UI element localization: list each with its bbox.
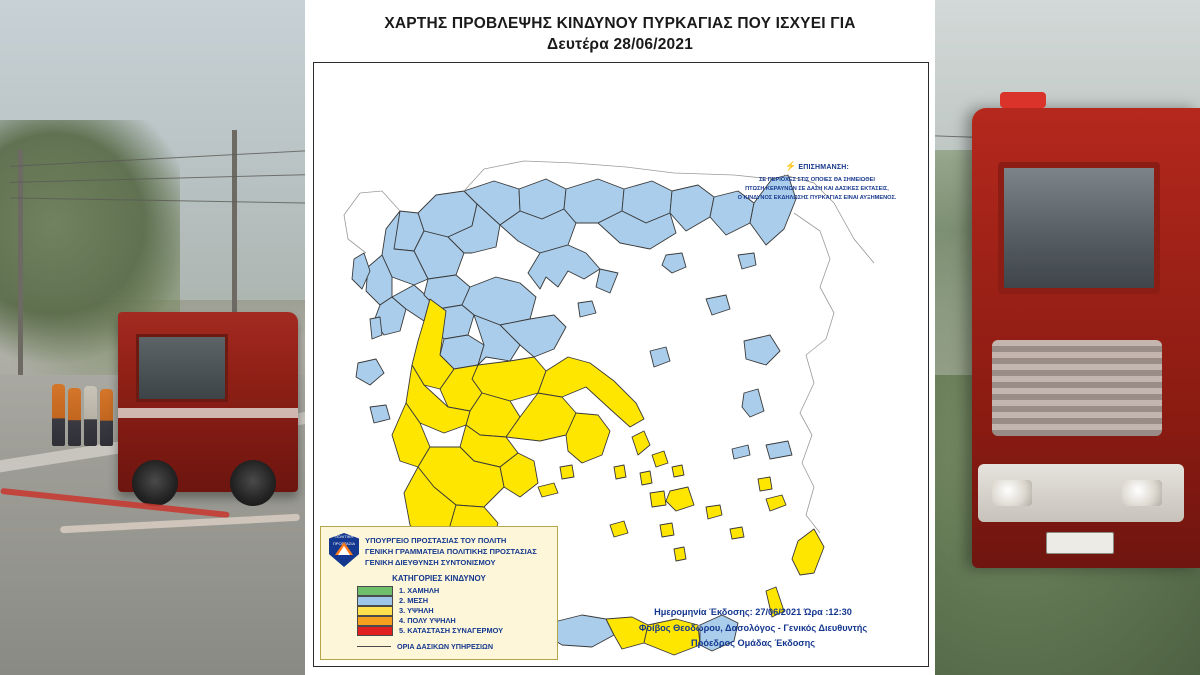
- region-ikaria: [732, 445, 750, 459]
- credits-role: Πρόεδρος Ομάδας Έκδοσης: [691, 638, 815, 649]
- region-thasos: [662, 253, 686, 273]
- region-aigina: [560, 465, 574, 479]
- map-credits: [588, 605, 918, 652]
- truck-wheel: [132, 460, 178, 506]
- map-frame: [313, 62, 929, 667]
- map-note-line1: ΣΕ ΠΕΡΙΟΧΕΣ ΣΤΙΣ ΟΠΟΙΕΣ ΘΑ ΣΗΜΕΙΩΘΕΙ: [759, 177, 875, 184]
- region-amorgos: [706, 505, 722, 519]
- region-ios: [660, 523, 674, 537]
- legend-label-2: 2. ΜΕΣΗ: [399, 596, 429, 605]
- region-andros: [632, 431, 650, 455]
- legend-swatch-4: [357, 616, 393, 626]
- region-rodos: [792, 529, 824, 575]
- org-line-2: ΓΕΝΙΚΗ ΓΡΑΜΜΑΤΕΙΑ ΠΟΛΙΤΙΚΗΣ ΠΡΟΣΤΑΣΙΑΣ: [365, 547, 537, 556]
- boundary-line-icon: [357, 646, 391, 647]
- truck-headlight: [1122, 480, 1162, 506]
- region-athos-peninsula: [596, 269, 618, 293]
- fire-risk-map-card: [305, 0, 935, 675]
- org-line-1: ΥΠΟΥΡΓΕΙΟ ΠΡΟΣΤΑΣΙΑΣ ΤΟΥ ΠΟΛΙΤΗ: [365, 536, 507, 545]
- map-note-heading: ⚡ ΕΠΙΣΗΜΑΝΣΗ:: [784, 161, 850, 171]
- region-zakynthos: [370, 405, 390, 423]
- legend-swatch-1: [357, 586, 393, 596]
- region-syros: [640, 471, 652, 485]
- organization-lines: [365, 533, 537, 568]
- region-lesvos: [744, 335, 780, 365]
- legend-item: [357, 586, 549, 596]
- region-kos: [766, 495, 786, 511]
- lightning-bolt-icon: ⚡: [784, 161, 797, 171]
- map-legend: [320, 526, 558, 660]
- region-poros-hydra: [538, 483, 558, 497]
- legend-item: [357, 596, 549, 606]
- region-lefkada: [370, 317, 382, 339]
- truck-headlight: [992, 480, 1032, 506]
- legend-items: [329, 586, 549, 636]
- region-kefalonia: [356, 359, 384, 385]
- legend-label-3: 3. ΥΨΗΛΗ: [399, 606, 434, 615]
- legend-label-1: 1. ΧΑΜΗΛΗ: [399, 586, 440, 595]
- region-skyros: [650, 347, 670, 367]
- region-kalymnos: [758, 477, 772, 491]
- legend-label-4: 4. ΠΟΛΥ ΥΨΗΛΗ: [399, 616, 456, 625]
- truck-stripe: [118, 408, 298, 418]
- truck-cab-window: [136, 334, 228, 402]
- legend-boundary-label: ΟΡΙΑ ΔΑΣΙΚΩΝ ΥΠΗΡΕΣΙΩΝ: [397, 642, 494, 651]
- region-kea-kythnos: [614, 465, 626, 479]
- fire-truck-right: [972, 108, 1200, 568]
- region-mykonos: [672, 465, 684, 477]
- region-limnos: [706, 295, 730, 315]
- utility-pole: [232, 130, 237, 340]
- region-santorini: [674, 547, 686, 561]
- emblem-label: ΠΟΛΙΤΙΚΗ ΠΡΟΣΤΑΣΙΑ: [332, 534, 356, 546]
- region-skiathos-skopelos: [578, 301, 596, 317]
- truck-beacon-light: [1000, 92, 1046, 108]
- firefighter-crew: [52, 368, 124, 446]
- region-chios: [742, 389, 764, 417]
- truck-wheel: [230, 460, 276, 506]
- truck-license-plate: [1046, 532, 1114, 554]
- region-astypalaia: [730, 527, 744, 539]
- photo-right-panel: [935, 0, 1200, 675]
- photo-left-panel: [0, 0, 305, 675]
- page-title-line1: ΧΑΡΤΗΣ ΠΡΟΒΛΕΨΗΣ ΚΙΝΔΥΝΟΥ ΠΥΡΚΑΓΙΑΣ ΠΟΥ ΙΣΧΥΕΙ ΓΙΑ: [384, 15, 856, 32]
- region-tinos: [652, 451, 668, 467]
- region-xanthi: [670, 185, 714, 231]
- legend-item: [357, 606, 549, 616]
- credits-issue-date: Ημερομηνία Έκδοσης: 27/06/2021 Ώρα :12:30: [654, 607, 852, 618]
- legend-title: ΚΑΤΗΓΟΡΙΕΣ ΚΙΝΔΥΝΟΥ: [392, 574, 486, 583]
- legend-label-5: 5. ΚΑΤΑΣΤΑΣΗ ΣΥΝΑΓΕΡΜΟΥ: [399, 626, 504, 635]
- region-attiki: [566, 413, 610, 463]
- org-line-3: ΓΕΝΙΚΗ ΔΙΕΥΘΥΝΣΗ ΣΥΝΤΟΝΙΣΜΟΥ: [365, 558, 496, 567]
- page-title-line2: Δευτέρα 28/06/2021: [546, 35, 694, 53]
- legend-item: [357, 626, 549, 636]
- utility-pole: [18, 150, 23, 390]
- legend-boundary-item: [329, 642, 549, 651]
- truck-grille: [992, 340, 1162, 436]
- legend-header: [329, 533, 549, 568]
- civil-protection-emblem-icon: [329, 533, 359, 567]
- page-title: [305, 0, 935, 60]
- region-naxos: [666, 487, 694, 511]
- legend-item: [357, 616, 549, 626]
- fire-truck-left: [118, 312, 298, 492]
- region-milos: [610, 521, 628, 537]
- map-note: [712, 159, 922, 203]
- credits-author: Φοίβος Θεοδώρου, Δασολόγος - Γενικός Διευθυντής: [638, 622, 868, 633]
- legend-swatch-5: [357, 626, 393, 636]
- map-note-line3: Ο ΚΙΝΔΥΝΟΣ ΕΚΔΗΛΩΣΗΣ ΠΥΡΚΑΓΙΑΣ ΕΙΝΑΙ ΑΥΞΗΜΕΝΟΣ.: [737, 195, 897, 202]
- map-note-line2: ΠΤΩΣΗ ΚΕΡΑΥΝΩΝ ΣΕ ΔΑΣΗ ΚΑΙ ΔΑΣΙΚΕΣ ΕΚΤΑΣΕΙΣ,: [745, 186, 889, 193]
- region-samos: [766, 441, 792, 459]
- neighbor-coastline-turkey: [794, 213, 834, 533]
- legend-swatch-3: [357, 606, 393, 616]
- region-paros: [650, 491, 666, 507]
- region-samothraki: [738, 253, 756, 269]
- legend-swatch-2: [357, 596, 393, 606]
- truck-windshield: [998, 162, 1160, 294]
